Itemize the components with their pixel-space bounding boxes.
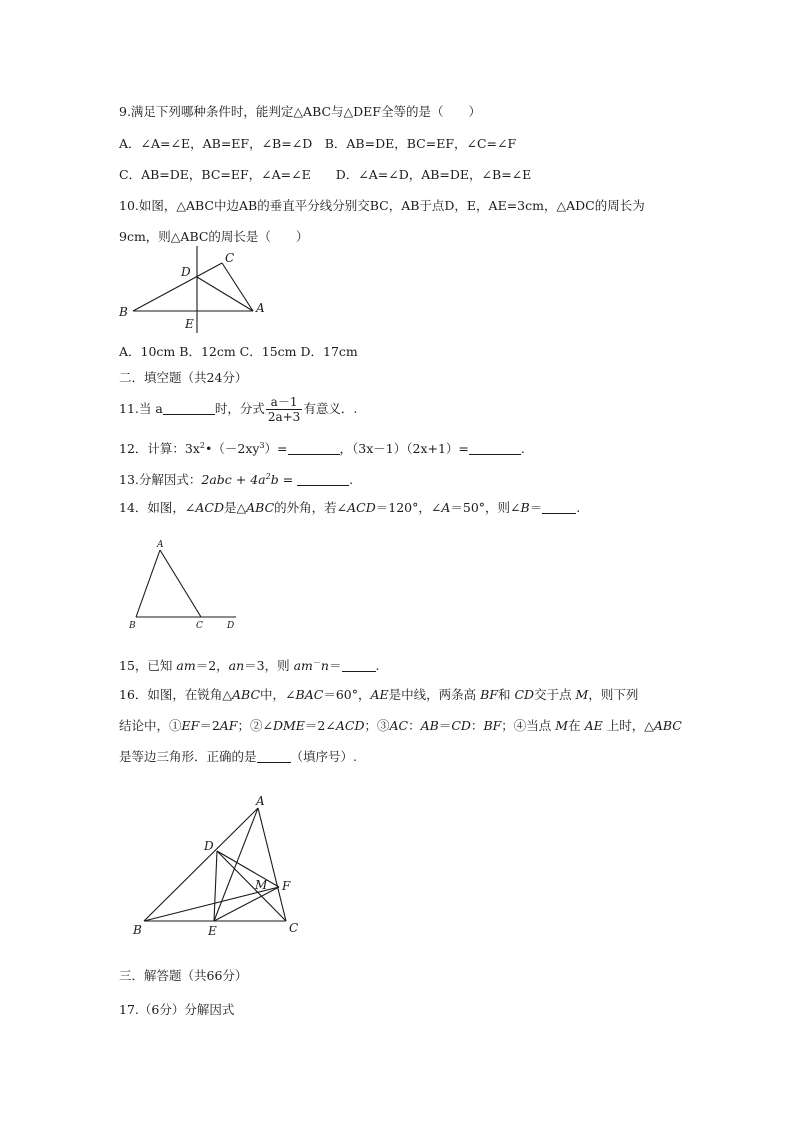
q14-label-d: D	[227, 621, 235, 631]
q16-l1-i1: ABC	[232, 687, 261, 702]
q16-l1-i4: BF	[480, 687, 498, 702]
q13-end: .	[349, 472, 354, 488]
q10-label-a: A	[256, 301, 265, 315]
q16-l2-i9: M	[555, 718, 569, 733]
q16-l2-p11: 上时，△	[602, 718, 654, 733]
section2-title: 二．填空题（共24分）	[119, 370, 248, 385]
q10-label-b: B	[119, 305, 128, 319]
q16-l1-i5: CD	[514, 687, 535, 702]
q13-sup: 2	[265, 472, 271, 481]
q14-p1: 14．如图，	[119, 500, 185, 515]
q16-l1-p7: ，则下列	[588, 687, 639, 702]
q17-stem: 17.（6分）分解因式	[119, 1002, 235, 1017]
q16-segment-ac	[258, 808, 286, 921]
q15-sup: －	[312, 658, 321, 667]
q16-label-d: D	[204, 839, 214, 853]
q15-p4: ＝	[328, 658, 342, 674]
q16-l2-p9: ；④当点	[501, 718, 556, 733]
q16-l2-i5: AC	[389, 718, 409, 733]
q14-i2: ABC	[246, 500, 275, 515]
q16-l2-p3: ；②	[237, 718, 263, 733]
q16-l2-p1: 结论中，①	[119, 718, 182, 733]
q9-stem: 9.满足下列哪种条件时，能判定△ABC与△DEF全等的是（ ）	[119, 104, 481, 119]
q16-l1-p2: 中，	[260, 687, 286, 702]
q11-frac-numerator: a－1	[266, 395, 302, 410]
q10-label-e: E	[185, 317, 194, 331]
q14-p6: ＝	[529, 500, 543, 515]
q16-l2-i7: CD	[451, 718, 471, 733]
q16-segment-de	[214, 851, 217, 921]
q12-end: .	[520, 441, 525, 457]
q14-p4: ＝120°，	[375, 500, 431, 515]
q16-l2-p6: ：	[408, 718, 421, 733]
q9-options-cd: C．AB=DE，BC=EF，∠A=∠E D．∠A=∠D，AB=DE，∠B=∠E	[119, 167, 532, 182]
q16-l3-p2: （填序号）.	[290, 749, 357, 764]
q16-l2-p5: ；③	[364, 718, 390, 733]
q11-before: 11.当 a	[119, 401, 163, 416]
q15-i4: n	[320, 658, 329, 674]
q12-sup1: 2	[199, 441, 206, 450]
q15-p1: 15，已知	[119, 658, 177, 674]
q12-mid1: •（－2xy	[205, 441, 260, 457]
q10-stem-line1: 10.如图，△ABC中边AB的垂直平分线分别交BC，AB于点D，E，AE=3cm，△ADC的周长为	[119, 198, 645, 213]
q10-label-d: D	[181, 265, 191, 279]
q16-l2-p7: ＝	[438, 718, 452, 733]
q13-expr-b: b =	[270, 472, 294, 488]
q15-p3: ＝3，则	[244, 658, 294, 674]
q16-l1-p1: 16．如图，在锐角△	[119, 687, 233, 702]
q12-mid3: ，（3x－1）（2x+1）=	[339, 441, 469, 457]
q10-label-c: C	[225, 251, 235, 265]
q16-l3-p1: 是等边三角形．正确的是	[119, 749, 257, 764]
q16-l1-p5: 和	[497, 687, 515, 702]
q16-l2-i8: BF	[483, 718, 502, 733]
q16-l2-i1: EF	[181, 718, 200, 733]
q16-l2-i3: ∠DME	[262, 718, 305, 733]
q15-end: .	[375, 658, 380, 674]
q10-options: A．10cm B．12cm C．15cm D．17cm	[119, 344, 358, 359]
q12-prefix: 12．计算：3x	[119, 441, 200, 457]
q14-label-b: B	[129, 621, 136, 631]
q16-l1-i2: ∠BAC	[285, 687, 324, 702]
q11-frac-denominator: 2a+3	[267, 410, 301, 424]
q16-l2-i10: AE	[584, 718, 603, 733]
q14-i1: ∠ACD	[184, 500, 224, 515]
q14-i4: ∠A	[430, 500, 451, 515]
q16-altitude-bf	[144, 887, 279, 921]
q16-label-b: B	[133, 923, 142, 937]
q16-label-c: C	[289, 921, 299, 935]
q9-options-ab: A．∠A=∠E，AB=EF，∠B=∠D B．AB=DE，BC=EF，∠C=∠F	[119, 136, 517, 151]
q16-l1-i3: AE	[370, 687, 389, 702]
q12-sup2: 3	[259, 441, 265, 450]
q14-label-a: A	[157, 540, 164, 550]
q16-l2-p4: ＝2	[304, 718, 326, 733]
q14-i3: ∠ACD	[336, 500, 376, 515]
q14-p3: 的外角，若	[274, 500, 337, 515]
q16-l2-i4: ∠ACD	[325, 718, 365, 733]
q14-p5: ＝50°，则	[450, 500, 511, 515]
q14-end: .	[576, 500, 581, 515]
q10-stem-line2: 9cm，则△ABC的周长是（ ）	[119, 229, 309, 244]
q13-prefix: 13.分解因式：	[119, 472, 202, 488]
q16-l2-i11: ABC	[653, 718, 682, 733]
q16-label-m: M	[255, 878, 268, 892]
q16-l1-p4: 是中线，两条高	[388, 687, 481, 702]
q13-expr-a: 2abc + 4a	[201, 472, 266, 488]
q16-l1-p3: ＝60°，	[323, 687, 371, 702]
q16-median-ae	[214, 808, 258, 921]
q16-l2-i2: AF	[219, 718, 238, 733]
section3-title: 三．解答题（共66分）	[119, 968, 248, 983]
q14-i5: ∠B	[510, 500, 530, 515]
q16-l2-p10: 在	[568, 718, 585, 733]
q16-l2-i6: AB	[420, 718, 439, 733]
q11-after: 有意义．.	[303, 401, 358, 416]
q16-label-a: A	[256, 794, 265, 808]
q15-i1: am	[176, 658, 196, 674]
q15-i2: an	[228, 658, 245, 674]
q16-l1-p6: 交于点	[534, 687, 576, 702]
q14-label-c: C	[196, 621, 203, 631]
q12-mid2: ）=	[264, 441, 288, 457]
q16-l2-p2: ＝2	[199, 718, 220, 733]
q15-p2: ＝2，	[195, 658, 229, 674]
q15-i3: am	[293, 658, 313, 674]
q16-label-e: E	[208, 924, 217, 938]
q16-l2-p8: ：	[470, 718, 484, 733]
q16-label-f: F	[282, 879, 291, 893]
q16-l1-i6: M	[575, 687, 589, 702]
q11-middle: 时，分式	[214, 401, 265, 416]
q14-p2: 是△	[224, 500, 247, 515]
